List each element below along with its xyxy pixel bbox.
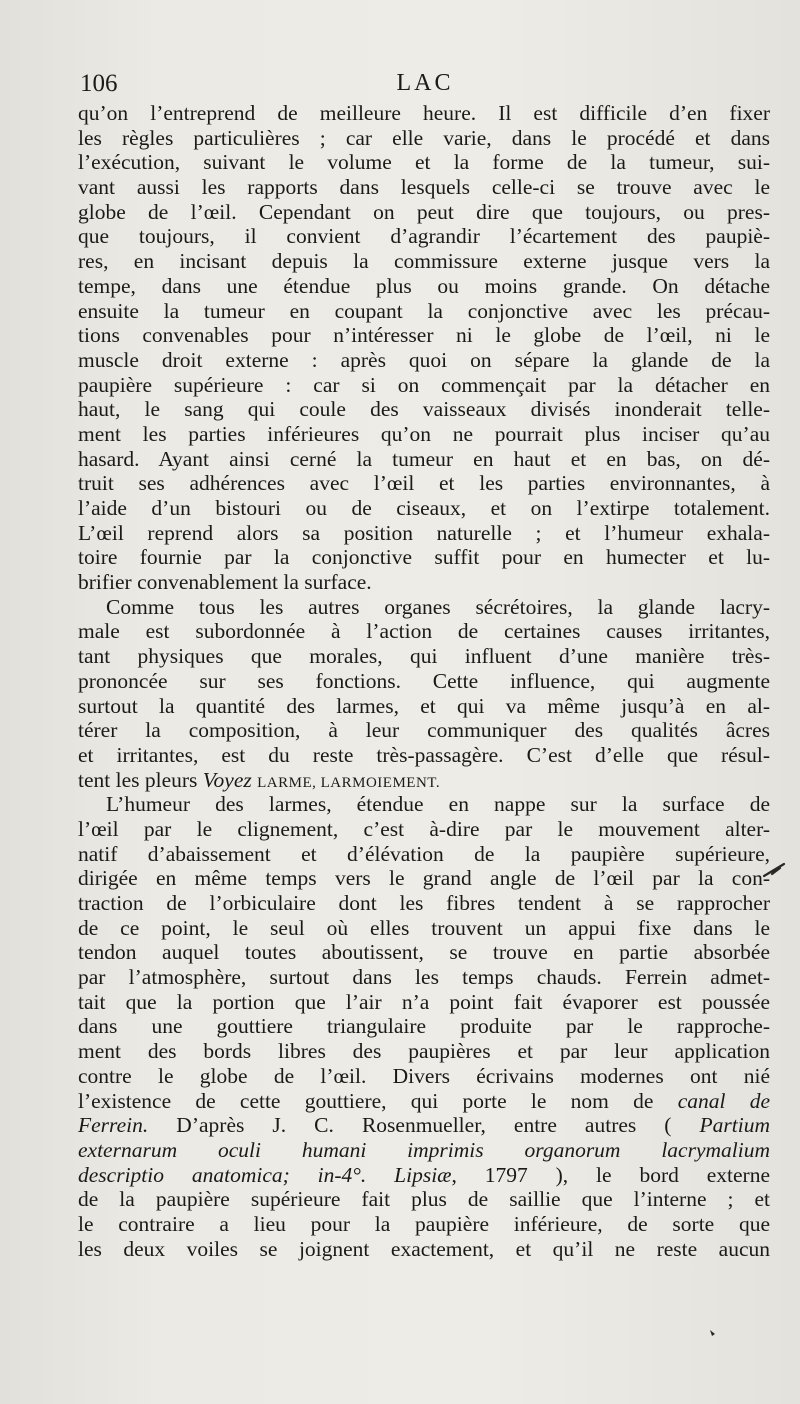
paragraph-2 xyxy=(78,595,770,793)
text-line: tions convenables pour n’intéresser ni le globe de l’œil, ni le xyxy=(78,323,770,348)
text-line: tant physiques que morales, qui influent d’une manière très- xyxy=(78,644,770,669)
text-line: l’exécution, suivant le volume et la forme de la tumeur, sui- xyxy=(78,150,770,175)
cross-reference: LARME, LARMOIEMENT. xyxy=(257,774,441,791)
text-line: tendon auquel toutes aboutissent, se trouve en partie absorbée xyxy=(78,940,770,965)
text-line: térer la composition, à leur communiquer des qualités âcres xyxy=(78,718,770,743)
text-line: traction de l’orbiculaire dont les fibres tendent à se rapprocher xyxy=(78,891,770,915)
running-head: LAC xyxy=(396,70,454,96)
text-line: haut, le sang qui coule des vaisseaux divisés inonderait telle- xyxy=(78,397,770,422)
text-line: male est subordonnée à l’action de certaines causes irritantes, xyxy=(78,619,770,644)
margin-pen-mark-icon xyxy=(762,860,788,880)
text-line: les deux voiles se joignent exactement, et qu’il ne reste aucun xyxy=(78,1236,770,1261)
text-line: l’œil par le clignement, c’est à-dire par le mouvement alter- xyxy=(78,816,770,841)
text-line xyxy=(78,1138,770,1163)
text-span: , 1797 ), le bord externe xyxy=(451,1162,770,1187)
text-line: globe de l’œil. Cependant on peut dire que toujours, ou pres- xyxy=(78,199,770,224)
text-line: Comme tous les autres organes sécrétoires, la glande lacry- xyxy=(106,594,770,619)
text-line: tempe, dans une étendue plus ou moins grande. On détache xyxy=(78,273,770,298)
text-line: ensuite la tumeur en coupant la conjonctive avec les précau- xyxy=(78,298,770,323)
italic-title: externarum oculi humani imprimis organorum lacrymalium xyxy=(78,1137,770,1162)
text-line: les règles particulières ; car elle varie, dans le procédé et dans xyxy=(78,125,770,150)
text-line xyxy=(78,1089,770,1114)
text-line: contre le globe de l’œil. Divers écrivains modernes ont nié xyxy=(78,1063,770,1088)
text-line: paupière supérieure : car si on commençait par la détacher en xyxy=(78,372,770,397)
text-line: tait que la portion que l’air n’a point fait évaporer est poussée xyxy=(78,989,770,1014)
paragraph-3 xyxy=(78,792,770,1261)
text-span: l’existence de cette gouttiere, qui porte le nom de xyxy=(78,1088,678,1113)
text-line xyxy=(78,1113,770,1138)
text-line: par l’atmosphère, surtout dans les temps chauds. Ferrein admet- xyxy=(78,965,770,990)
text-line: toire fournie par la conjonctive suffit pour en humecter et lu- xyxy=(78,545,770,570)
text-span: D’après J. C. Rosenmueller, entre autres ( xyxy=(148,1113,700,1138)
text-line: res, en incisant depuis la commissure externe jusque vers la xyxy=(78,249,770,274)
see-reference-label: Voyez xyxy=(202,767,252,792)
paragraph-1 xyxy=(78,101,770,595)
text-block xyxy=(78,101,770,1261)
text-line: de ce point, le seul où elles trouvent un appui fixe dans le xyxy=(78,915,770,940)
text-line: prononcée sur ses fonctions. Cette influence, qui augmente xyxy=(78,668,770,693)
text-line: dans une gouttiere triangulaire produite par le rapproche- xyxy=(78,1014,770,1039)
text-line: L’humeur des larmes, étendue en nappe sur la surface de xyxy=(106,792,770,817)
text-line: que toujours, il convient d’agrandir l’écartement des paupiè- xyxy=(78,224,770,249)
text-line: vant aussi les rapports dans lesquels celle-ci se trouve avec le xyxy=(78,175,770,200)
text-line: ment des bords libres des paupières et par leur application xyxy=(78,1039,770,1064)
text-line: natif d’abaissement et d’élévation de la paupière supérieure, xyxy=(78,841,770,866)
text-line: qu’on l’entreprend de meilleure heure. Il est difficile d’en fixer xyxy=(78,101,770,125)
ink-speck-icon xyxy=(708,1328,718,1338)
text-line: hasard. Ayant ainsi cerné la tumeur en haut et en bas, on dé- xyxy=(78,446,770,471)
italic-title: descriptio anatomica; in-4°. Lipsiæ xyxy=(78,1162,452,1187)
text-line xyxy=(78,1163,770,1188)
text-line: dirigée en même temps vers le grand angle de l’œil par la con- xyxy=(78,866,770,891)
text-line: truit ses adhérences avec l’œil et les parties environnantes, à xyxy=(78,471,770,496)
text-line: brifier convenablement la surface. xyxy=(78,570,372,595)
text-line: et irritantes, est du reste très-passagère. C’est d’elle que résul- xyxy=(78,742,770,767)
text-line: surtout la quantité des larmes, et qui va même jusqu’à en al- xyxy=(78,693,770,718)
text-line: l’aide d’un bistouri ou de ciseaux, et on l’extirpe totalement. xyxy=(78,496,770,520)
text-line: L’œil reprend alors sa position naturelle ; et l’humeur exhala- xyxy=(78,520,770,545)
text-line: ment les parties inférieures qu’on ne pourrait plus inciser qu’au xyxy=(78,421,770,446)
italic-term: canal de xyxy=(677,1088,770,1113)
italic-term: Ferrein. xyxy=(78,1113,149,1138)
text-span: tent les pleurs xyxy=(78,767,203,792)
text-line: le contraire a lieu pour la paupière inférieure, de sorte que xyxy=(78,1211,770,1236)
text-line xyxy=(78,768,770,793)
page-number: 106 xyxy=(80,70,118,97)
text-line: muscle droit externe : après quoi on sépare la glande de la xyxy=(78,347,770,372)
text-line: de la paupière supérieure fait plus de saillie que l’interne ; et xyxy=(78,1187,770,1212)
italic-title: Partium xyxy=(699,1113,770,1138)
page-header xyxy=(80,70,770,100)
